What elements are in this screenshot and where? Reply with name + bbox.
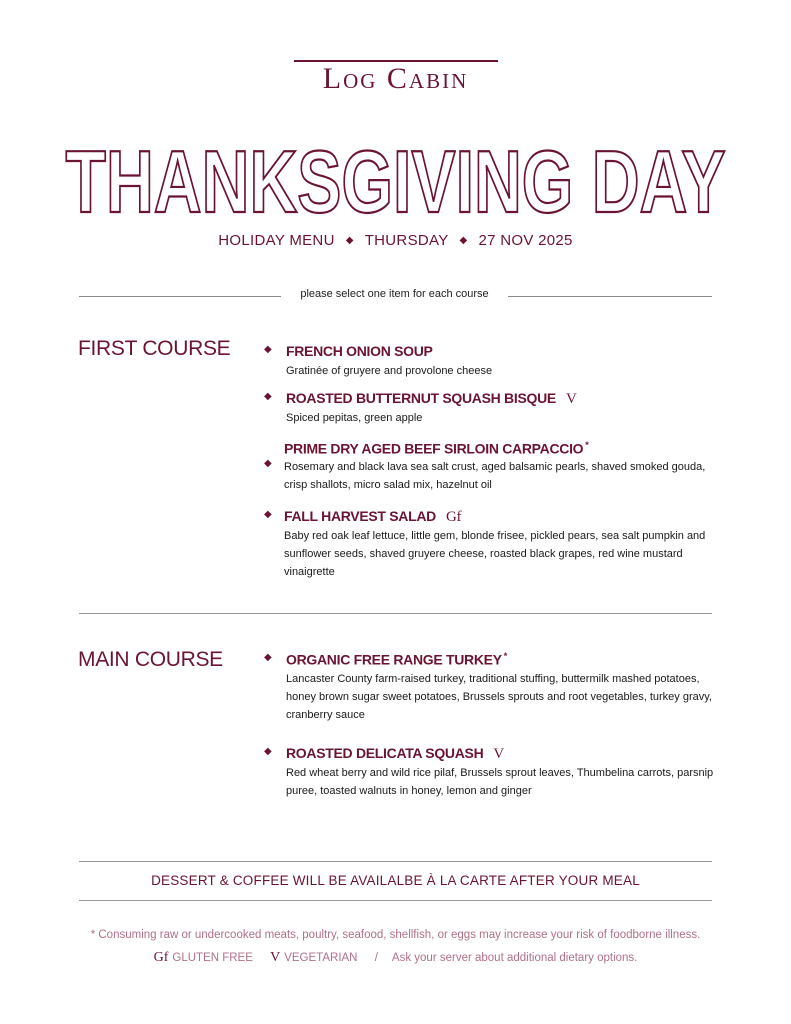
item-name: ORGANIC FREE RANGE TURKEY *	[286, 651, 507, 668]
item-description: Rosemary and black lava sea salt crust, aged balsamic pearls, shaved smoked gouda, crisp shallots, micro salad mix, hazelnut oil	[284, 461, 706, 491]
item-description: Baby red oak leaf lettuce, little gem, blonde frisee, pickled pears, sea salt pumpkin and sunflower seeds, shaved gruyere cheese, roasted black grapes, red wine mustard vinaigrette	[284, 530, 706, 578]
bullet-icon: ◆	[264, 344, 272, 355]
instruction-text: please select one item for each course	[300, 288, 489, 300]
subtitle-separator: ◆	[345, 235, 354, 246]
gluten-free-icon: Gf	[445, 509, 462, 525]
item-name: ROASTED BUTTERNUT SQUASH BISQUE V	[286, 390, 577, 407]
menu-subtitle	[0, 232, 791, 249]
course-divider	[79, 613, 712, 614]
logo	[0, 60, 791, 96]
page-title-text: THANKSGIVING DAY	[65, 132, 726, 222]
subtitle-separator: ◆	[459, 235, 468, 246]
bullet-icon: ◆	[264, 391, 272, 402]
vegetarian-icon: V	[565, 391, 577, 407]
subtitle-date: 27 NOV 2025	[478, 232, 573, 249]
dietary-note: Ask your server about additional dietary options.	[391, 952, 638, 964]
dietary-legend	[0, 950, 791, 966]
bullet-icon: ◆	[264, 458, 272, 469]
instruction-right-rule	[508, 296, 712, 297]
bullet-icon: ◆	[264, 652, 272, 663]
gluten-free-label: GLUTEN FREE	[172, 952, 253, 964]
bullet-icon: ◆	[264, 509, 272, 520]
bullet-icon: ◆	[264, 746, 272, 757]
dessert-bottom-rule	[79, 900, 712, 901]
subtitle-day: THURSDAY	[364, 232, 449, 249]
item-description: Lancaster County farm-raised turkey, traditional stuffing, buttermilk mashed potatoes, honey brown sugar sweet potatoes, Brussels sprouts and root vegetables, turkey gravy, cranberry sauce	[286, 673, 712, 721]
instruction-left-rule	[79, 296, 281, 297]
item-description: Gratinée of gruyere and provolone cheese	[286, 365, 493, 377]
vegetarian-icon: V	[493, 746, 504, 762]
legend-separator: /	[374, 952, 378, 964]
asterisk-mark: *	[585, 440, 589, 450]
page-title	[60, 132, 731, 222]
vegetarian-icon: V	[270, 950, 281, 965]
item-description: Spiced pepitas, green apple	[286, 412, 423, 424]
raw-food-disclaimer: * Consuming raw or undercooked meats, poultry, seafood, shellfish, or eggs may increase your risk of foodborne illness.	[90, 929, 701, 941]
subtitle-holiday-menu: HOLIDAY MENU	[218, 232, 335, 249]
instruction-row	[79, 288, 712, 304]
asterisk-mark: *	[503, 651, 507, 661]
item-name: FALL HARVEST SALAD Gf	[284, 508, 462, 525]
main-course-heading: MAIN COURSE	[78, 648, 223, 671]
dessert-top-rule	[79, 861, 712, 862]
gluten-free-icon: Gf	[153, 950, 169, 965]
first-course-heading: FIRST COURSE	[78, 337, 231, 360]
logo-text: Log Cabin	[322, 62, 469, 95]
dessert-note: DESSERT & COFFEE WILL BE AVAILALBE À LA CARTE AFTER YOUR MEAL	[151, 873, 640, 888]
item-description: Red wheat berry and wild rice pilaf, Brussels sprout leaves, Thumbelina carrots, parsnip puree, toasted walnuts in honey, lemon and ginger	[286, 767, 714, 797]
item-name: ROASTED DELICATA SQUASH V	[286, 745, 504, 762]
vegetarian-label: VEGETARIAN	[284, 952, 358, 964]
item-name: FRENCH ONION SOUP	[286, 343, 433, 359]
item-name: PRIME DRY AGED BEEF SIRLOIN CARPACCIO *	[284, 440, 589, 457]
